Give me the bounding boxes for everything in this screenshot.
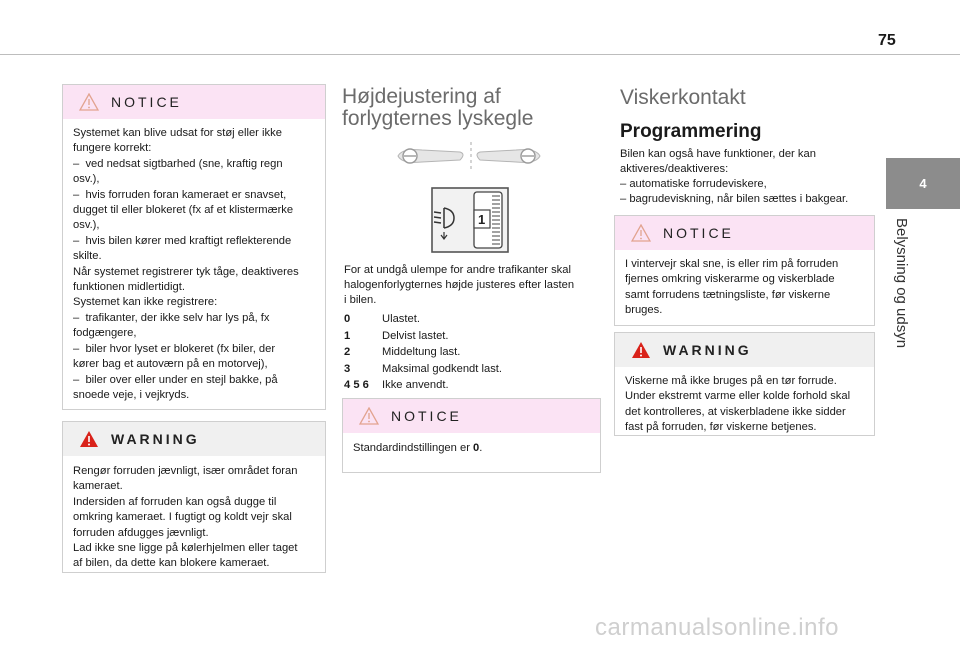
position-text: Maksimal godkendt last. (382, 362, 503, 375)
section-heading-wiper: Viskerkontakt (620, 86, 746, 109)
text-line: snoede veje, i vejkryds. (73, 388, 190, 401)
position-text: Ulastet. (382, 313, 420, 325)
text-line: kører bag et autoværn på en motorvej), (73, 358, 268, 371)
text-line: Indersiden af forruden kan også dugge til (73, 495, 277, 508)
position-key: 1 (344, 329, 351, 342)
notice-triangle-icon (79, 93, 99, 111)
notice-label: NOTICE (391, 408, 462, 424)
subheading-programming: Programmering (620, 121, 762, 142)
text-line: af bilen, da dette kan blokere kameraet. (73, 557, 270, 570)
text-line: – trafikanter, der ikke selv har lys på, fx (73, 311, 270, 324)
text-line: Viskerne må ikke bruges på en tør forrude. (625, 375, 837, 387)
text-line: – biler hvor lyset er blokeret (fx biler, der (73, 342, 276, 355)
warning-triangle-icon (631, 341, 651, 359)
text-line: – hvis forruden foran kameraet er snavset, (73, 188, 287, 201)
text-line: Under ekstremt varme eller kolde forhold skal (625, 390, 851, 403)
warning-body (615, 367, 874, 446)
list-item (344, 344, 502, 361)
list-item (344, 328, 502, 345)
warning-triangle-icon (79, 430, 99, 448)
notice-header (63, 85, 325, 119)
text-prefix: Standardindstillingen er (353, 442, 474, 454)
headlamp-adjustment-illustration (392, 140, 546, 255)
chapter-title-text: Belysning og udsyn (893, 218, 910, 349)
text-line: det kontrolleres, at viskerbladene ikke sidder (625, 405, 846, 418)
warning-label: WARNING (663, 342, 752, 358)
warning-box-camera (62, 421, 326, 573)
list-item (344, 361, 502, 378)
position-key: 0 (344, 313, 351, 325)
text-line: osv.), (73, 173, 100, 186)
text-line: omkring kameraet. I fugtigt og koldt vejr skal (73, 511, 292, 524)
headlamp-intro (344, 263, 574, 308)
text-line: Bilen kan også have funktioner, der kan (620, 148, 816, 160)
position-key: 2 (344, 346, 351, 358)
notice-header (343, 399, 600, 433)
notice-body (343, 433, 600, 466)
text-line: Når systemet registrerer tyk tåge, deaktiveres (73, 265, 299, 278)
notice-box-camera (62, 84, 326, 410)
text-line: skilte. (73, 250, 102, 263)
text-line: – bagrudeviskning, når bilen sættes i bakgear. (620, 193, 849, 205)
text-line: – automatiske forrudeviskere, (620, 178, 767, 190)
watermark: carmanualsonline.info (595, 614, 839, 641)
position-key: 3 (344, 362, 351, 375)
text-line: Rengør forruden jævnligt, især området foran (73, 465, 298, 477)
text-line: – hvis bilen kører med kraftigt reflekterende (73, 234, 292, 247)
notice-label: NOTICE (663, 225, 734, 241)
list-item (344, 377, 502, 394)
text-line: I vintervejr skal sne, is eller rim på forruden (625, 258, 839, 270)
chapter-tab[interactable]: 4 (886, 158, 960, 209)
notice-label: NOTICE (111, 94, 182, 110)
warning-header (615, 333, 874, 367)
text-line: samt forrudens tætningsliste, før viskerne (625, 288, 831, 301)
text-line: forruden afdugges jævnligt. (73, 526, 209, 539)
wiper-intro (620, 147, 848, 207)
text-line: Systemet kan ikke registrere: (73, 296, 218, 309)
warning-label: WARNING (111, 431, 200, 447)
text-line: dugget til eller blokeret (fx af et klistermærke (73, 204, 294, 217)
notice-box-default (342, 398, 601, 473)
text-line: aktiveres/deaktiveres: (620, 163, 729, 175)
text-line: – ved nedsat sigtbarhed (sne, kraftig regn (73, 157, 283, 170)
thumbwheel-value: 1 (478, 212, 486, 227)
text-line: kameraet. (73, 480, 123, 493)
load-position-list (344, 311, 502, 394)
position-key: 4 5 6 (344, 379, 369, 391)
header-divider (0, 54, 960, 55)
text-suffix: . (479, 442, 483, 454)
chapter-title (893, 218, 910, 458)
position-text: Middeltung last. (382, 346, 461, 358)
warning-header (63, 422, 325, 456)
text-line: bruges. (625, 304, 663, 317)
warning-box-wiper (614, 332, 875, 436)
position-text: Ikke anvendt. (382, 379, 449, 391)
text-line: halogenforlygternes højde justeres efter lasten (344, 279, 575, 291)
warning-body (63, 456, 325, 582)
default-value: 0 (473, 442, 480, 454)
text-line: fungere korrekt: (73, 142, 152, 155)
text-line: For at undgå ulempe for andre trafikanter skal (344, 264, 571, 276)
notice-body (63, 119, 325, 413)
notice-triangle-icon (359, 407, 379, 425)
page-number: 75 (878, 32, 896, 49)
notice-body (615, 250, 874, 329)
text-line: fast på forruden, før viskerne betjenes. (625, 421, 817, 434)
text-line: Systemet kan blive udsat for støj eller ikke (73, 127, 282, 139)
text-line: osv.), (73, 219, 100, 232)
heading-line: Højdejustering af (342, 85, 501, 108)
text-line: i bilen. (344, 294, 377, 306)
notice-header (615, 216, 874, 250)
heading-line: forlygternes lyskegle (342, 107, 534, 130)
notice-box-winter (614, 215, 875, 326)
text-line: fjernes omkring viskerarme og viskerblade (625, 273, 835, 286)
text-line: fodgængere, (73, 327, 137, 340)
text-line: – biler over eller under en stejl bakke, på (73, 373, 278, 386)
list-item (344, 311, 502, 328)
position-text: Delvist lastet. (382, 329, 449, 342)
section-heading-headlamp (342, 86, 533, 130)
text-line: Lad ikke sne ligge på kølerhjelmen eller taget (73, 542, 298, 555)
notice-triangle-icon (631, 224, 651, 242)
text-line (353, 441, 590, 456)
text-line: funktionen midlertidigt. (73, 281, 185, 294)
